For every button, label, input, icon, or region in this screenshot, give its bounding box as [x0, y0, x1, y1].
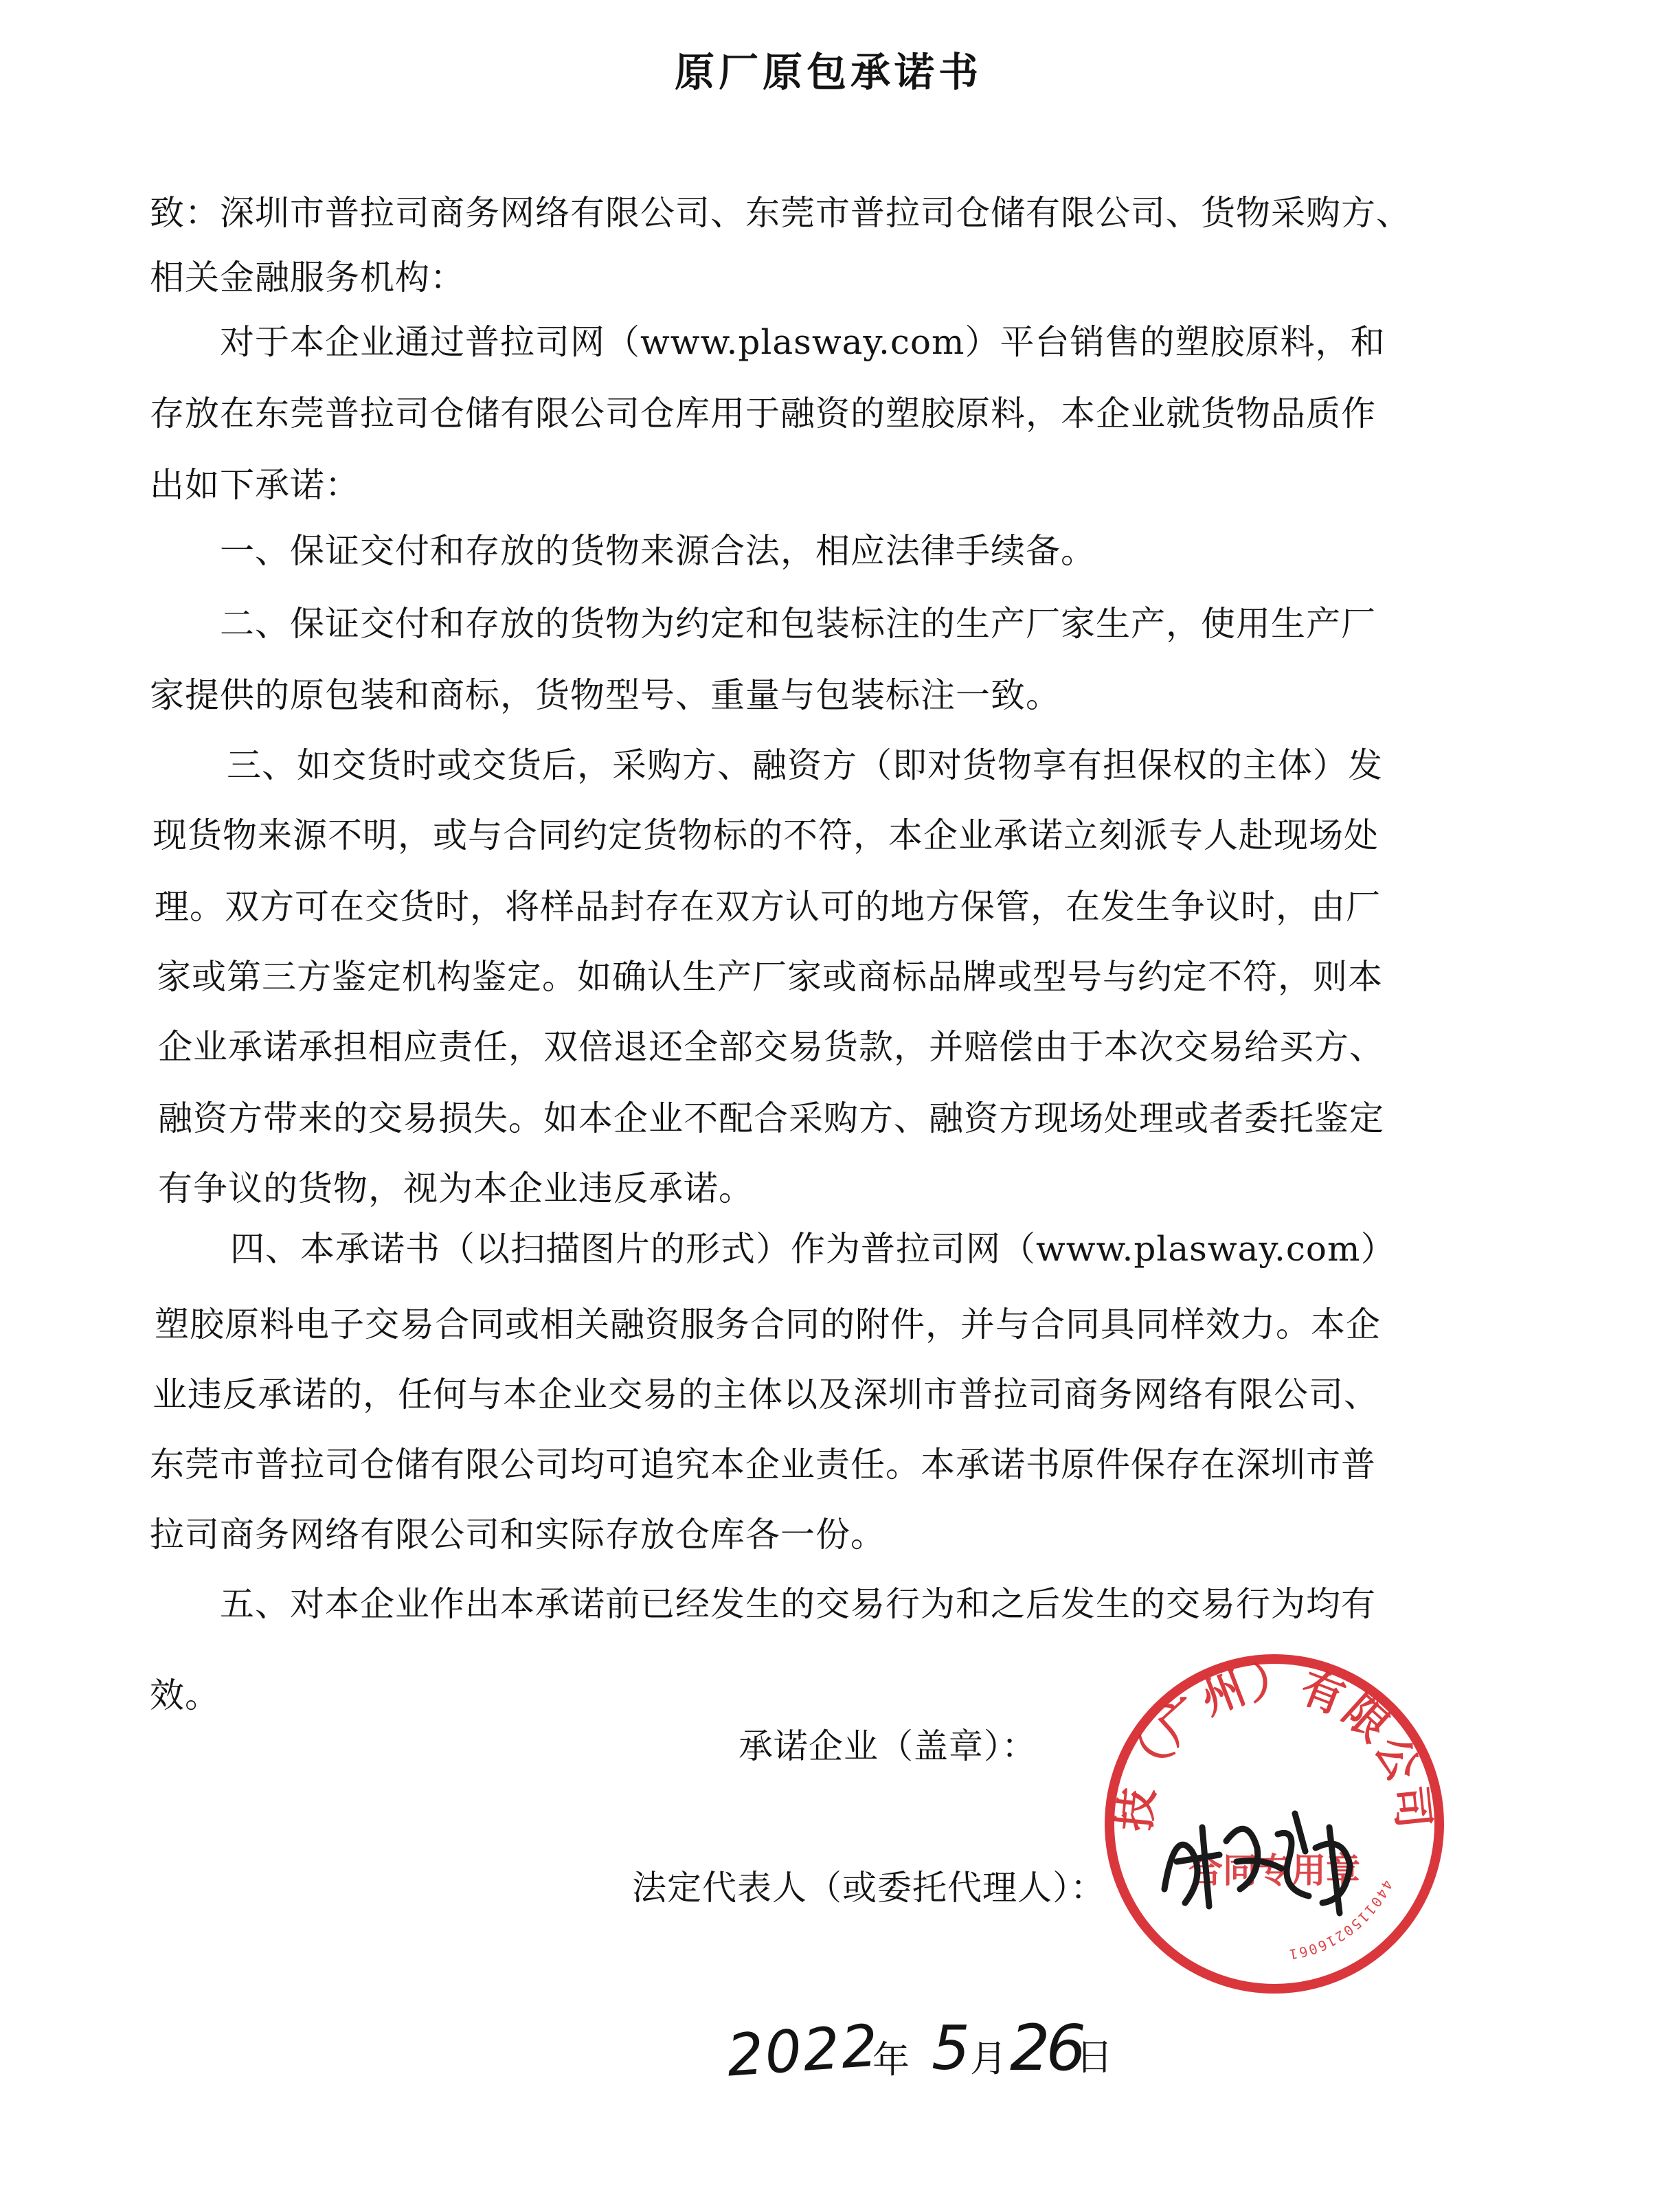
body-line: 存放在东莞普拉司仓储有限公司仓库用于融资的塑胶原料，本企业就货物品质作 — [150, 394, 1376, 433]
clause-5-line: 五、对本企业作出本承诺前已经发生的交易行为和之后发生的交易行为均有 — [220, 1584, 1376, 1624]
signing-date — [724, 2011, 1113, 2101]
addressee-line-2: 相关金融服务机构： — [150, 258, 465, 297]
body-line: 出如下承诺： — [150, 465, 360, 505]
date-day-unit: 日 — [1076, 2035, 1113, 2079]
legal-representative-label: 法定代表人（或委托代理人）： — [632, 1868, 1105, 1908]
date-year: 2022 — [724, 2011, 881, 2090]
clause-3-line: 现货物来源不明，或与合同约定货物标的不符，本企业承诺立刻派专人赴现场处 — [153, 815, 1379, 855]
clause-2-line: 家提供的原包装和商标，货物型号、重量与包装标注一致。 — [150, 675, 1061, 715]
clause-5-line: 效。 — [150, 1675, 220, 1715]
document-title: 原厂原包承诺书 — [674, 49, 982, 95]
clause-4-line: 四、本承诺书（以扫描图片的形式）作为普拉司网（www.plasway.com） — [230, 1229, 1396, 1269]
body-line: 对于本企业通过普拉司网（www.plasway.com）平台销售的塑胶原料，和 — [220, 322, 1386, 362]
clause-2-line: 二、保证交付和存放的货物为约定和包装标注的生产厂家生产，使用生产厂 — [220, 604, 1376, 644]
company-seal-label: 承诺企业（盖章）： — [739, 1726, 1037, 1766]
addressee-line-1: 致：深圳市普拉司商务网络有限公司、东莞市普拉司仓储有限公司、货物采购方、 — [150, 193, 1411, 233]
clause-4-line: 东莞市普拉司仓储有限公司均可追究本企业责任。本承诺书原件保存在深圳市普 — [150, 1445, 1376, 1485]
clause-3-line: 企业承诺承担相应责任，双倍退还全部交易货款，并赔偿由于本次交易给买方、 — [158, 1027, 1384, 1067]
clause-3-line: 有争议的货物，视为本企业违反承诺。 — [158, 1169, 754, 1208]
clause-3-line: 家或第三方鉴定机构鉴定。如确认生产厂家或商标品牌或型号与约定不符，则本 — [157, 957, 1383, 997]
clause-3-line: 三、如交货时或交货后，采购方、融资方（即对货物享有担保权的主体）发 — [227, 745, 1383, 785]
clause-4-line: 业违反承诺的，任何与本企业交易的主体以及深圳市普拉司商务网络有限公司、 — [153, 1375, 1379, 1414]
date-day: 26 — [1010, 2011, 1083, 2085]
date-month-unit: 月 — [970, 2037, 1007, 2080]
clause-3-line: 理。双方可在交货时，将样品封存在双方认可的地方保管，在发生争议时，由厂 — [155, 887, 1381, 927]
clause-4-line: 拉司商务网络有限公司和实际存放仓库各一份。 — [150, 1515, 886, 1555]
date-year-unit: 年 — [872, 2038, 910, 2081]
stamp-number: 4401150216061 — [1287, 1877, 1397, 1963]
handwritten-signature — [1144, 1786, 1377, 1923]
clause-1-line: 一、保证交付和存放的货物来源合法，相应法律手续备。 — [220, 531, 1096, 571]
stamp-company-text: 技（广州）有限公司 — [1109, 1658, 1440, 1833]
stamp-seal-type: 合同专用章 — [1188, 1851, 1360, 1891]
clause-3-line: 融资方带来的交易损失。如本企业不配合采购方、融资方现场处理或者委托鉴定 — [158, 1098, 1384, 1138]
date-month: 5 — [932, 2013, 970, 2084]
clause-4-line: 塑胶原料电子交易合同或相关融资服务合同的附件，并与合同具同样效力。本企 — [155, 1305, 1381, 1344]
